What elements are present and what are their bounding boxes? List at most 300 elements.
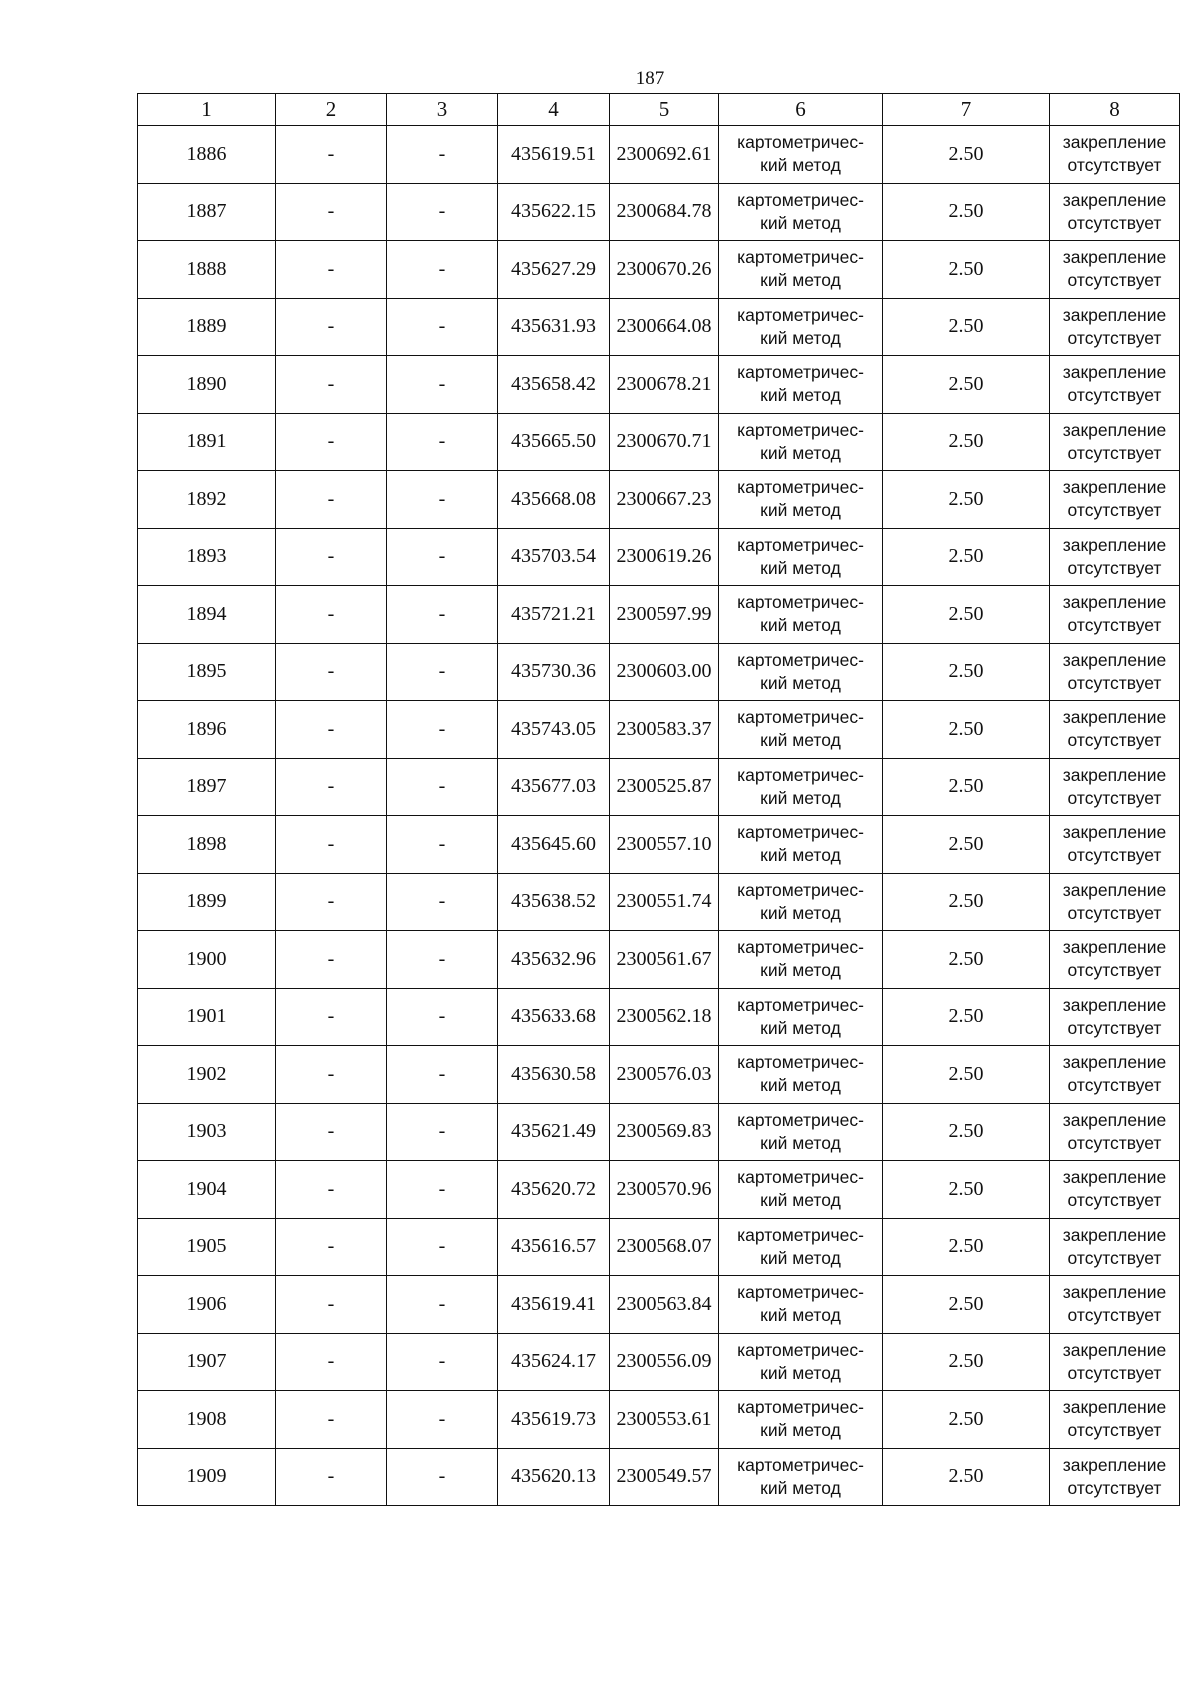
empty-cell: - <box>276 758 387 816</box>
accuracy-cell: 2.50 <box>883 1161 1050 1219</box>
method-text: картометричес- <box>737 1109 864 1130</box>
accuracy-cell: 2.50 <box>883 356 1050 414</box>
x-coordinate-cell: 435616.57 <box>498 1218 610 1276</box>
empty-cell: - <box>387 1276 498 1334</box>
x-coordinate-cell: 435743.05 <box>498 701 610 759</box>
point-number-cell: 1908 <box>138 1391 276 1449</box>
y-coordinate-cell: 2300562.18 <box>610 988 719 1046</box>
accuracy-cell: 2.50 <box>883 471 1050 529</box>
method-text: картометричес- <box>737 822 864 843</box>
method-cell <box>719 241 883 299</box>
fixing-cell <box>1050 1276 1180 1334</box>
point-number-cell: 1904 <box>138 1161 276 1219</box>
table-row <box>138 126 1180 184</box>
method-text: кий метод <box>760 845 841 866</box>
table-row <box>138 1333 1180 1391</box>
empty-cell: - <box>387 1046 498 1104</box>
fixing-text: отсутствует <box>1067 385 1162 406</box>
x-coordinate-cell: 435631.93 <box>498 298 610 356</box>
empty-cell: - <box>387 126 498 184</box>
page-number: 187 <box>635 68 665 89</box>
y-coordinate-cell: 2300619.26 <box>610 528 719 586</box>
fixing-cell <box>1050 988 1180 1046</box>
method-cell <box>719 816 883 874</box>
accuracy-cell: 2.50 <box>883 528 1050 586</box>
method-text: кий метод <box>760 327 841 348</box>
y-coordinate-cell: 2300568.07 <box>610 1218 719 1276</box>
fixing-text: отсутствует <box>1067 672 1162 693</box>
table-row <box>138 1218 1180 1276</box>
column-header: 8 <box>1050 94 1180 126</box>
point-number-cell: 1889 <box>138 298 276 356</box>
method-text: кий метод <box>760 960 841 981</box>
method-cell <box>719 528 883 586</box>
y-coordinate-cell: 2300664.08 <box>610 298 719 356</box>
fixing-cell <box>1050 1161 1180 1219</box>
method-text: картометричес- <box>737 592 864 613</box>
fixing-cell <box>1050 643 1180 701</box>
y-coordinate-cell: 2300597.99 <box>610 586 719 644</box>
point-number-cell: 1898 <box>138 816 276 874</box>
fixing-text: отсутствует <box>1067 270 1162 291</box>
empty-cell: - <box>276 1218 387 1276</box>
empty-cell: - <box>387 988 498 1046</box>
x-coordinate-cell: 435627.29 <box>498 241 610 299</box>
method-text: картометричес- <box>737 304 864 325</box>
method-cell <box>719 701 883 759</box>
fixing-text: отсутствует <box>1067 500 1162 521</box>
accuracy-cell: 2.50 <box>883 1103 1050 1161</box>
fixing-cell <box>1050 1103 1180 1161</box>
point-number-cell: 1887 <box>138 183 276 241</box>
fixing-text: отсутствует <box>1067 155 1162 176</box>
point-number-cell: 1895 <box>138 643 276 701</box>
empty-cell: - <box>387 298 498 356</box>
fixing-cell <box>1050 701 1180 759</box>
method-text: картометричес- <box>737 707 864 728</box>
y-coordinate-cell: 2300576.03 <box>610 1046 719 1104</box>
fixing-cell <box>1050 126 1180 184</box>
table-row <box>138 1103 1180 1161</box>
fixing-text: отсутствует <box>1067 557 1162 578</box>
method-text: картометричес- <box>737 994 864 1015</box>
column-header: 1 <box>138 94 276 126</box>
point-number-cell: 1906 <box>138 1276 276 1334</box>
fixing-cell <box>1050 241 1180 299</box>
fixing-cell <box>1050 183 1180 241</box>
method-cell <box>719 1161 883 1219</box>
method-text: картометричес- <box>737 189 864 210</box>
fixing-text: отсутствует <box>1067 960 1162 981</box>
accuracy-cell: 2.50 <box>883 1448 1050 1506</box>
column-header: 3 <box>387 94 498 126</box>
x-coordinate-cell: 435638.52 <box>498 873 610 931</box>
fixing-cell <box>1050 873 1180 931</box>
y-coordinate-cell: 2300684.78 <box>610 183 719 241</box>
y-coordinate-cell: 2300563.84 <box>610 1276 719 1334</box>
table-row <box>138 758 1180 816</box>
method-text: картометричес- <box>737 937 864 958</box>
method-text: кий метод <box>760 1190 841 1211</box>
method-cell <box>719 931 883 989</box>
table-row <box>138 1046 1180 1104</box>
empty-cell: - <box>387 931 498 989</box>
x-coordinate-cell: 435619.41 <box>498 1276 610 1334</box>
accuracy-cell: 2.50 <box>883 701 1050 759</box>
fixing-text: закрепление <box>1062 764 1167 785</box>
fixing-cell <box>1050 1218 1180 1276</box>
method-text: картометричес- <box>737 419 864 440</box>
empty-cell: - <box>276 873 387 931</box>
empty-cell: - <box>276 126 387 184</box>
y-coordinate-cell: 2300678.21 <box>610 356 719 414</box>
point-number-cell: 1902 <box>138 1046 276 1104</box>
empty-cell: - <box>276 988 387 1046</box>
method-cell <box>719 758 883 816</box>
x-coordinate-cell: 435620.72 <box>498 1161 610 1219</box>
method-text: картометричес- <box>737 764 864 785</box>
point-number-cell: 1893 <box>138 528 276 586</box>
method-text: кий метод <box>760 212 841 233</box>
fixing-text: отсутствует <box>1067 327 1162 348</box>
method-text: картометричес- <box>737 1339 864 1360</box>
accuracy-cell: 2.50 <box>883 1218 1050 1276</box>
empty-cell: - <box>387 1333 498 1391</box>
method-cell <box>719 1448 883 1506</box>
accuracy-cell: 2.50 <box>883 298 1050 356</box>
table-row <box>138 988 1180 1046</box>
y-coordinate-cell: 2300692.61 <box>610 126 719 184</box>
fixing-text: закрепление <box>1062 1224 1167 1245</box>
empty-cell: - <box>276 701 387 759</box>
empty-cell: - <box>387 643 498 701</box>
method-text: кий метод <box>760 557 841 578</box>
fixing-text: закрепление <box>1062 707 1167 728</box>
empty-cell: - <box>276 1448 387 1506</box>
empty-cell: - <box>387 758 498 816</box>
point-number-cell: 1890 <box>138 356 276 414</box>
x-coordinate-cell: 435630.58 <box>498 1046 610 1104</box>
method-text: кий метод <box>760 385 841 406</box>
method-text: картометричес- <box>737 1224 864 1245</box>
fixing-text: отсутствует <box>1067 1132 1162 1153</box>
fixing-text: закрепление <box>1062 1397 1167 1418</box>
y-coordinate-cell: 2300553.61 <box>610 1391 719 1449</box>
empty-cell: - <box>276 1046 387 1104</box>
method-text: картометричес- <box>737 1397 864 1418</box>
point-number-cell: 1900 <box>138 931 276 989</box>
empty-cell: - <box>276 298 387 356</box>
method-text: кий метод <box>760 500 841 521</box>
accuracy-cell: 2.50 <box>883 1333 1050 1391</box>
y-coordinate-cell: 2300551.74 <box>610 873 719 931</box>
fixing-text: закрепление <box>1062 132 1167 153</box>
accuracy-cell: 2.50 <box>883 758 1050 816</box>
table-row <box>138 643 1180 701</box>
empty-cell: - <box>276 643 387 701</box>
table-row <box>138 586 1180 644</box>
method-text: кий метод <box>760 1362 841 1383</box>
method-text: кий метод <box>760 442 841 463</box>
empty-cell: - <box>387 1103 498 1161</box>
x-coordinate-cell: 435658.42 <box>498 356 610 414</box>
empty-cell: - <box>387 701 498 759</box>
fixing-cell <box>1050 1333 1180 1391</box>
empty-cell: - <box>387 1391 498 1449</box>
y-coordinate-cell: 2300525.87 <box>610 758 719 816</box>
fixing-text: закрепление <box>1062 879 1167 900</box>
table-row <box>138 471 1180 529</box>
fixing-text: закрепление <box>1062 419 1167 440</box>
point-number-cell: 1891 <box>138 413 276 471</box>
x-coordinate-cell: 435619.51 <box>498 126 610 184</box>
point-number-cell: 1888 <box>138 241 276 299</box>
method-cell <box>719 1276 883 1334</box>
empty-cell: - <box>276 413 387 471</box>
empty-cell: - <box>276 528 387 586</box>
point-number-cell: 1894 <box>138 586 276 644</box>
fixing-text: отсутствует <box>1067 442 1162 463</box>
accuracy-cell: 2.50 <box>883 126 1050 184</box>
empty-cell: - <box>387 241 498 299</box>
y-coordinate-cell: 2300603.00 <box>610 643 719 701</box>
point-number-cell: 1909 <box>138 1448 276 1506</box>
x-coordinate-cell: 435624.17 <box>498 1333 610 1391</box>
method-text: картометричес- <box>737 477 864 498</box>
method-text: картометричес- <box>737 1167 864 1188</box>
method-text: кий метод <box>760 1305 841 1326</box>
empty-cell: - <box>387 586 498 644</box>
empty-cell: - <box>276 471 387 529</box>
method-text: кий метод <box>760 615 841 636</box>
empty-cell: - <box>387 183 498 241</box>
fixing-cell <box>1050 816 1180 874</box>
y-coordinate-cell: 2300670.26 <box>610 241 719 299</box>
fixing-text: отсутствует <box>1067 1305 1162 1326</box>
method-text: кий метод <box>760 1017 841 1038</box>
fixing-cell <box>1050 758 1180 816</box>
method-text: картометричес- <box>737 132 864 153</box>
empty-cell: - <box>387 1161 498 1219</box>
x-coordinate-cell: 435703.54 <box>498 528 610 586</box>
table-row <box>138 701 1180 759</box>
y-coordinate-cell: 2300583.37 <box>610 701 719 759</box>
empty-cell: - <box>276 241 387 299</box>
x-coordinate-cell: 435665.50 <box>498 413 610 471</box>
method-cell <box>719 643 883 701</box>
method-cell <box>719 1046 883 1104</box>
method-text: кий метод <box>760 1132 841 1153</box>
method-cell <box>719 873 883 931</box>
method-cell <box>719 298 883 356</box>
method-text: картометричес- <box>737 247 864 268</box>
point-number-cell: 1896 <box>138 701 276 759</box>
header-row <box>138 94 1180 126</box>
fixing-text: отсутствует <box>1067 845 1162 866</box>
method-text: кий метод <box>760 1247 841 1268</box>
accuracy-cell: 2.50 <box>883 931 1050 989</box>
empty-cell: - <box>276 1391 387 1449</box>
x-coordinate-cell: 435721.21 <box>498 586 610 644</box>
fixing-text: отсутствует <box>1067 902 1162 923</box>
empty-cell: - <box>387 471 498 529</box>
fixing-cell <box>1050 528 1180 586</box>
x-coordinate-cell: 435632.96 <box>498 931 610 989</box>
table-row <box>138 1391 1180 1449</box>
empty-cell: - <box>387 816 498 874</box>
method-cell <box>719 1333 883 1391</box>
fixing-text: отсутствует <box>1067 787 1162 808</box>
fixing-text: закрепление <box>1062 1109 1167 1130</box>
x-coordinate-cell: 435668.08 <box>498 471 610 529</box>
fixing-text: отсутствует <box>1067 1247 1162 1268</box>
y-coordinate-cell: 2300667.23 <box>610 471 719 529</box>
point-number-cell: 1907 <box>138 1333 276 1391</box>
method-text: кий метод <box>760 1477 841 1498</box>
method-text: картометричес- <box>737 879 864 900</box>
x-coordinate-cell: 435619.73 <box>498 1391 610 1449</box>
fixing-text: отсутствует <box>1067 212 1162 233</box>
fixing-cell <box>1050 931 1180 989</box>
method-text: кий метод <box>760 787 841 808</box>
table-row <box>138 356 1180 414</box>
column-header: 2 <box>276 94 387 126</box>
fixing-text: отсутствует <box>1067 1362 1162 1383</box>
fixing-text: закрепление <box>1062 592 1167 613</box>
y-coordinate-cell: 2300569.83 <box>610 1103 719 1161</box>
x-coordinate-cell: 435622.15 <box>498 183 610 241</box>
point-number-cell: 1897 <box>138 758 276 816</box>
method-text: кий метод <box>760 902 841 923</box>
fixing-text: закрепление <box>1062 937 1167 958</box>
empty-cell: - <box>387 356 498 414</box>
empty-cell: - <box>276 183 387 241</box>
table-row <box>138 1448 1180 1506</box>
fixing-cell <box>1050 1448 1180 1506</box>
fixing-text: отсутствует <box>1067 730 1162 751</box>
method-text: кий метод <box>760 672 841 693</box>
accuracy-cell: 2.50 <box>883 816 1050 874</box>
accuracy-cell: 2.50 <box>883 413 1050 471</box>
fixing-text: отсутствует <box>1067 1017 1162 1038</box>
method-text: кий метод <box>760 730 841 751</box>
point-number-cell: 1901 <box>138 988 276 1046</box>
column-header: 4 <box>498 94 610 126</box>
table-row <box>138 816 1180 874</box>
table-row <box>138 528 1180 586</box>
x-coordinate-cell: 435621.49 <box>498 1103 610 1161</box>
point-number-cell: 1899 <box>138 873 276 931</box>
table-row <box>138 931 1180 989</box>
fixing-text: закрепление <box>1062 1052 1167 1073</box>
x-coordinate-cell: 435633.68 <box>498 988 610 1046</box>
fixing-cell <box>1050 1391 1180 1449</box>
accuracy-cell: 2.50 <box>883 1391 1050 1449</box>
fixing-text: закрепление <box>1062 1167 1167 1188</box>
table-row <box>138 873 1180 931</box>
y-coordinate-cell: 2300557.10 <box>610 816 719 874</box>
method-cell <box>719 1218 883 1276</box>
fixing-text: закрепление <box>1062 994 1167 1015</box>
method-cell <box>719 356 883 414</box>
y-coordinate-cell: 2300670.71 <box>610 413 719 471</box>
y-coordinate-cell: 2300549.57 <box>610 1448 719 1506</box>
empty-cell: - <box>276 1103 387 1161</box>
y-coordinate-cell: 2300570.96 <box>610 1161 719 1219</box>
empty-cell: - <box>387 528 498 586</box>
point-number-cell: 1892 <box>138 471 276 529</box>
table-row <box>138 241 1180 299</box>
method-cell <box>719 126 883 184</box>
empty-cell: - <box>387 413 498 471</box>
fixing-text: закрепление <box>1062 822 1167 843</box>
column-header: 7 <box>883 94 1050 126</box>
fixing-cell <box>1050 471 1180 529</box>
table-row <box>138 183 1180 241</box>
table-row <box>138 413 1180 471</box>
fixing-cell <box>1050 413 1180 471</box>
fixing-text: закрепление <box>1062 649 1167 670</box>
accuracy-cell: 2.50 <box>883 1046 1050 1104</box>
empty-cell: - <box>276 1276 387 1334</box>
method-cell <box>719 586 883 644</box>
fixing-text: закрепление <box>1062 1282 1167 1303</box>
x-coordinate-cell: 435620.13 <box>498 1448 610 1506</box>
column-header: 5 <box>610 94 719 126</box>
method-cell <box>719 988 883 1046</box>
method-text: кий метод <box>760 1075 841 1096</box>
method-text: картометричес- <box>737 1282 864 1303</box>
y-coordinate-cell: 2300556.09 <box>610 1333 719 1391</box>
fixing-text: закрепление <box>1062 1454 1167 1475</box>
empty-cell: - <box>276 586 387 644</box>
x-coordinate-cell: 435730.36 <box>498 643 610 701</box>
fixing-text: закрепление <box>1062 247 1167 268</box>
fixing-cell <box>1050 586 1180 644</box>
method-cell <box>719 1391 883 1449</box>
accuracy-cell: 2.50 <box>883 643 1050 701</box>
fixing-text: закрепление <box>1062 304 1167 325</box>
empty-cell: - <box>387 1218 498 1276</box>
method-cell <box>719 413 883 471</box>
method-text: кий метод <box>760 1420 841 1441</box>
empty-cell: - <box>387 1448 498 1506</box>
accuracy-cell: 2.50 <box>883 183 1050 241</box>
empty-cell: - <box>276 356 387 414</box>
empty-cell: - <box>276 1161 387 1219</box>
method-text: картометричес- <box>737 649 864 670</box>
method-cell <box>719 1103 883 1161</box>
column-header: 6 <box>719 94 883 126</box>
method-text: картометричес- <box>737 1454 864 1475</box>
x-coordinate-cell: 435677.03 <box>498 758 610 816</box>
fixing-text: закрепление <box>1062 362 1167 383</box>
accuracy-cell: 2.50 <box>883 586 1050 644</box>
coordinates-table <box>137 93 1180 1506</box>
table-row <box>138 1161 1180 1219</box>
method-text: картометричес- <box>737 362 864 383</box>
table-row <box>138 1276 1180 1334</box>
y-coordinate-cell: 2300561.67 <box>610 931 719 989</box>
fixing-text: отсутствует <box>1067 1477 1162 1498</box>
fixing-text: закрепление <box>1062 1339 1167 1360</box>
fixing-text: отсутствует <box>1067 1190 1162 1211</box>
accuracy-cell: 2.50 <box>883 241 1050 299</box>
fixing-text: закрепление <box>1062 477 1167 498</box>
point-number-cell: 1905 <box>138 1218 276 1276</box>
accuracy-cell: 2.50 <box>883 873 1050 931</box>
empty-cell: - <box>387 873 498 931</box>
